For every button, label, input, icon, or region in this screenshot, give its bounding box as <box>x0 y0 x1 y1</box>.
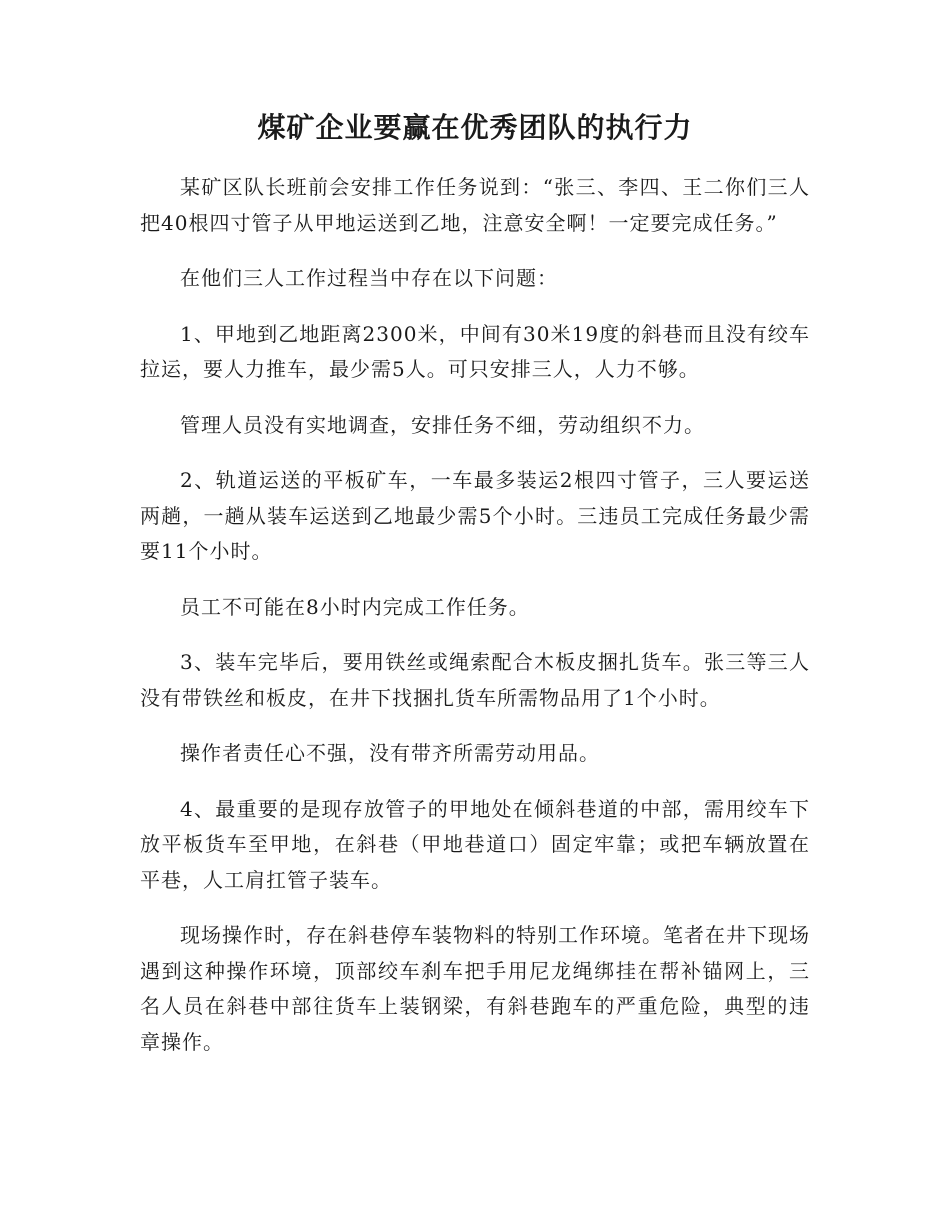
paragraph-problem-2-conclusion: 员工不可能在8小时内完成工作任务。 <box>180 594 530 619</box>
paragraph-problem-2: 2、轨道运送的平板矿车，一车最多装运2根四寸管子，三人要运送两趟，一趟从装车运送到乙地最少需5个小时。三违员工完成任务最少需要11个小时。 <box>140 468 810 563</box>
paragraph-problem-3: 3、装车完毕后，要用铁丝或绳索配合木板皮捆扎货车。张三等三人没有带铁丝和板皮，在井下找捆扎货车所需物品用了1个小时。 <box>140 650 810 710</box>
document-title: 煤矿企业要赢在优秀团队的执行力 <box>257 111 693 144</box>
paragraph-problem-1: 1、甲地到乙地距离2300米，中间有30米19度的斜巷而且没有绞车拉运，要人力推车，最少需5人。可只安排三人，人力不够。 <box>140 321 810 381</box>
paragraph-site-observation: 现场操作时，存在斜巷停车装物料的特别工作环境。笔者在井下现场遇到这种操作环境，顶部绞车刹车把手用尼龙绳绑挂在帮补锚网上，三名人员在斜巷中部往货车上装钢梁，有斜巷跑车的严重危险，典型的违章操作。 <box>140 923 810 1054</box>
paragraph-problems-heading: 在他们三人工作过程当中存在以下问题： <box>180 266 558 290</box>
paragraph-problem-4: 4、最重要的是现存放管子的甲地处在倾斜巷道的中部，需用绞车下放平板货车至甲地，在斜巷（甲地巷道口）固定牢靠；或把车辆放置在平巷，人工肩扛管子装车。 <box>140 796 810 892</box>
paragraph-problem-1-conclusion: 管理人员没有实地调查，安排任务不细，劳动组织不力。 <box>180 412 705 437</box>
paragraph-intro: 某矿区队长班前会安排工作任务说到：“张三、李四、王二你们三人把40根四寸管子从甲地运送到乙地，注意安全啊！一定要完成任务。” <box>140 175 810 235</box>
paragraph-problem-3-conclusion: 操作者责任心不强，没有带齐所需劳动用品。 <box>180 741 600 765</box>
document-page <box>140 108 810 1080</box>
